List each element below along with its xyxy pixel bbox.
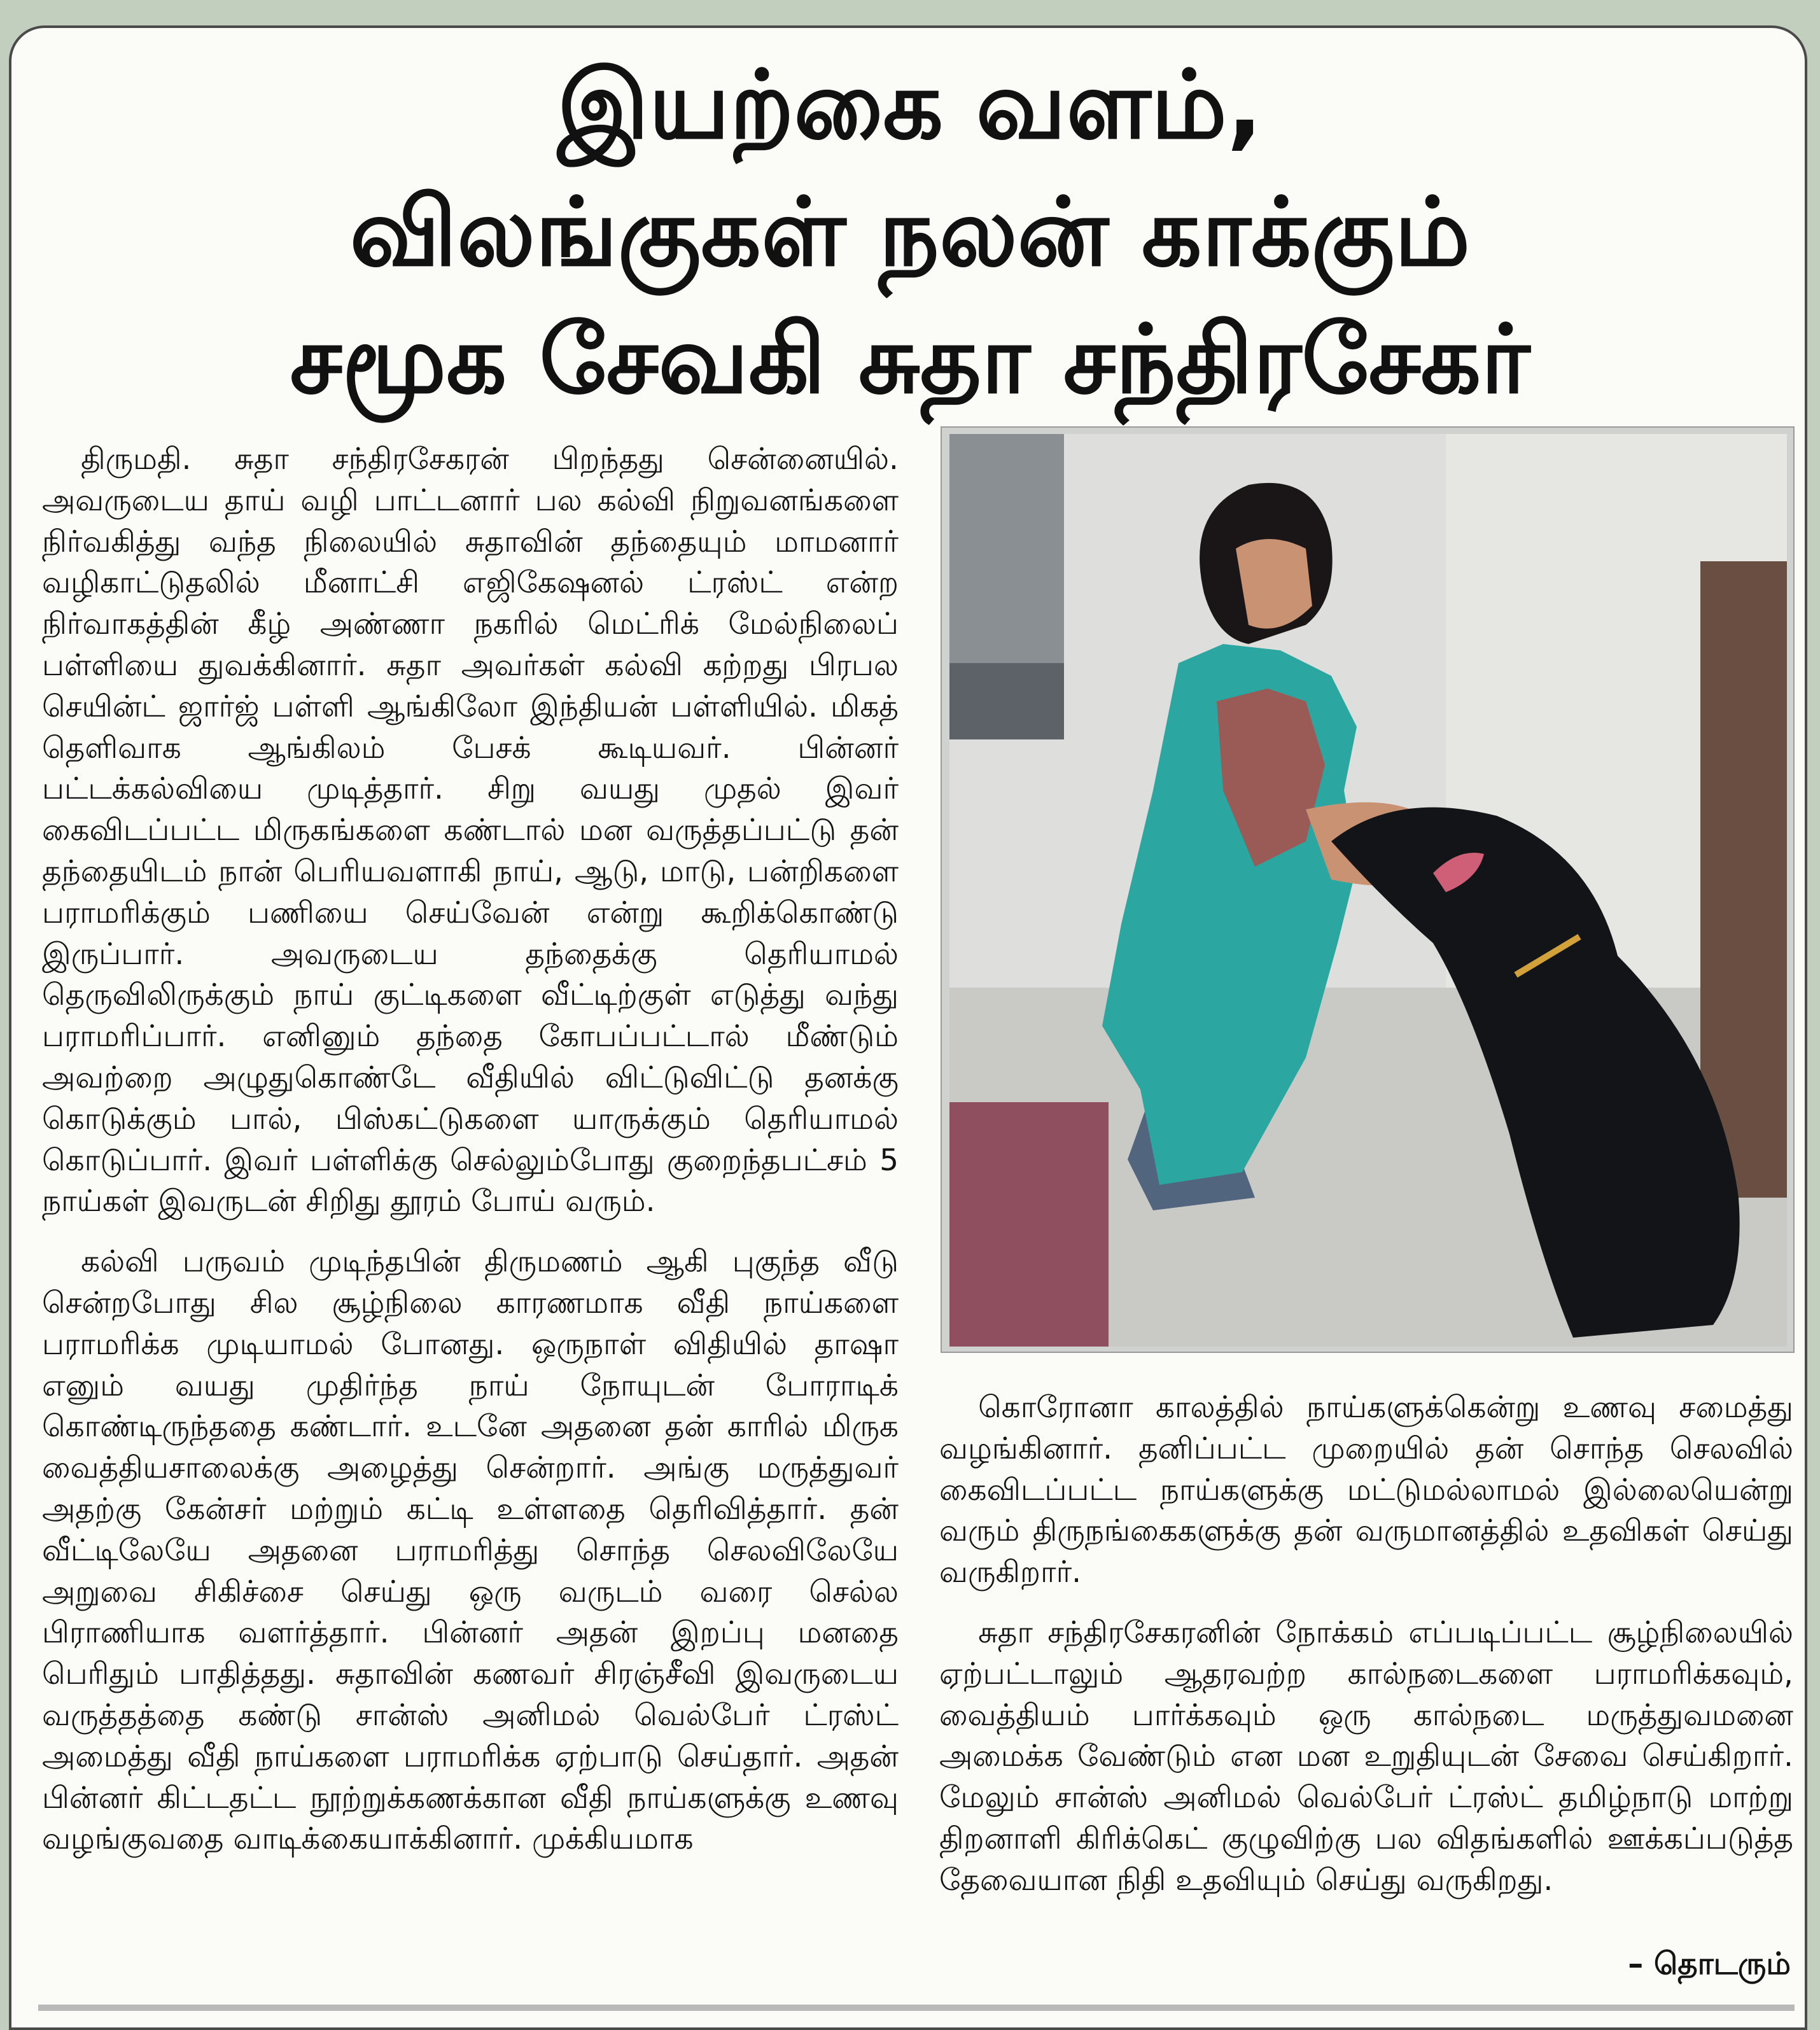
bottom-divider [38,2005,1795,2011]
article-photo [941,426,1795,1353]
article-left-column [42,439,899,1860]
continued-label: – தொடரும் [1628,1946,1791,1982]
headline-line-1: இயற்கை வளம், [557,50,1263,160]
article-paragraph: கல்வி பருவம் முடிந்தபின் திருமணம் ஆகி புகுந்த வீடு சென்றபோது சில சூழ்நிலை காரணமாக வீதி நாய்களை பராமரிக்க முடியாமல் போனது. ஒருநாள் விதியில் தாஷா எனும் வயது முதிர்ந்த நாய் நோயுடன் போராடிக் கொண்டிருந்ததை கண்டார். உடனே அதனை தன் காரில் மிருக வைத்தியசாலைக்கு அழைத்து சென்றார். அங்கு மருத்துவர் அதற்கு கேன்சர் மற்றும் கட்டி உள்ளதை தெரிவித்தார். தன் வீட்டிலேயே அதனை பராமரித்து சொந்த செலவிலேயே அறுவை சிகிச்சை செய்து ஒரு வருடம் வரை செல்ல பிராணியாக வளர்த்தார். பின்னர் அதன் இறப்பு மனதை பெரிதும் பாதித்தது. சுதாவின் கணவர் சிரஞ்சீவி இவருடைய வருத்தத்தை கண்டு சான்ஸ் அனிமல் வெல்பேர் ட்ரஸ்ட் அமைத்து வீதி நாய்களை பராமரிக்க ஏற்பாடு செய்தார். அதன் பின்னர் கிட்டதட்ட நூற்றுக்கணக்கான வீதி நாய்களுக்கு உணவு வழங்குவதை வாடிக்கையாக்கினார். முக்கியமாக [42,1244,899,1857]
article-paragraph: சுதா சந்திரசேகரனின் நோக்கம் எப்படிப்பட்ட சூழ்நிலையில் ஏற்பட்டாலும் ஆதரவற்ற கால்நடைகளை பராமரிக்கவும், வைத்தியம் பார்க்கவும் ஒரு கால்நடை மருத்துவமனை அமைக்க வேண்டும் என மன உறுதியுடன் சேவை செய்கிறார். மேலும் சான்ஸ் அனிமல் வெல்பேர் ட்ரஸ்ட் தமிழ்நாடு மாற்று திறனாளி கிரிக்கெட் குழுவிற்கு பல விதங்களில் ஊக்கப்படுத்த தேவையான நிதி உதவியும் செய்து வருகிறது. [939,1614,1793,1898]
woman-with-dog-photo [949,434,1787,1347]
headline-line-2: விலங்குகள் நலன் காக்கும் [349,178,1471,287]
article-paragraph: திருமதி. சுதா சந்திரசேகரன் பிறந்தது சென்னையில். அவருடைய தாய் வழி பாட்டனார் பல கல்வி நிறுவனங்களை நிர்வகித்து வந்த நிலையில் சுதாவின் தந்தையும் மாமனார் வழிகாட்டுதலில் மீனாட்சி எஜிகேஷனல் ட்ரஸ்ட் என்ற நிர்வாகத்தின் கீழ் அண்ணா நகரில் மெட்ரிக் மேல்நிலைப் பள்ளியை துவக்கினார். சுதா அவர்கள் கல்வி கற்றது பிரபல செயின்ட் ஜார்ஜ் பள்ளி ஆங்கிலோ இந்தியன் பள்ளியில். மிகத் தெளிவாக ஆங்கிலம் பேசக் கூடியவர். பின்னர் பட்டக்கல்வியை முடித்தார். சிறு வயது முதல் இவர் கைவிடப்பட்ட மிருகங்களை கண்டால் மன வருத்தப்பட்டு தன் தந்தையிடம் நான் பெரியவளாகி நாய், ஆடு, மாடு, பன்றிகளை பராமரிக்கும் பணியை செய்வேன் என்று கூறிக்கொண்டு இருப்பார். அவருடைய தந்தைக்கு தெரியாமல் தெருவிலிருக்கும் நாய் குட்டிகளை வீட்டிற்குள் எடுத்து வந்து பராமரிப்பார். எனினும் தந்தை கோபப்பட்டால் மீண்டும் அவற்றை அழுதுகொண்டே வீதியில் விட்டுவிட்டு தனக்கு கொடுக்கும் பால், பிஸ்கட்டுகளை யாருக்கும் தெரியாமல் கொடுப்பார். இவர் பள்ளிக்கு செல்லும்போது குறைந்தபட்சம் 5 நாய்கள் இவருடன் சிறிது தூரம் போய் வரும். [42,442,899,1219]
article-right-column [939,1387,1793,1901]
headline-line-3: சமூக சேவகி சுதா சந்திரசேகர் [290,305,1530,414]
article-paragraph: கொரோனா காலத்தில் நாய்களுக்கென்று உணவு சமைத்து வழங்கினார். தனிப்பட்ட முறையில் தன் சொந்த செலவில் கைவிடப்பட்ட நாய்களுக்கு மட்டுமல்லாமல் இல்லையென்று வரும் திருநங்கைகளுக்கு தன் வருமானத்தில் உதவிகள் செய்து வருகிறார். [939,1390,1793,1590]
